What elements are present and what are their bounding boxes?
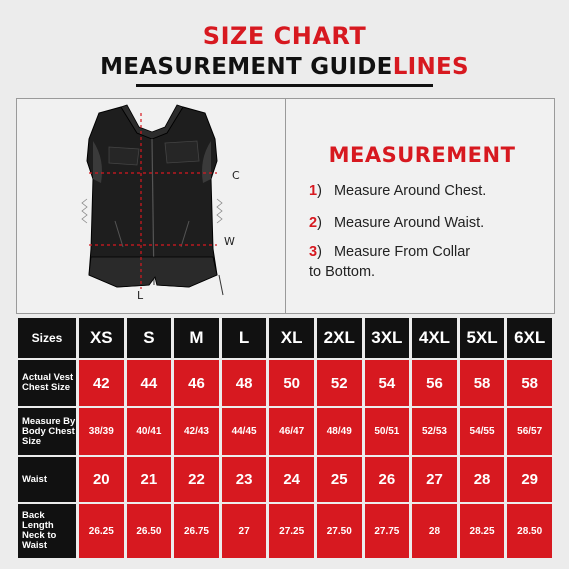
step-3-paren: )	[317, 244, 322, 260]
row-label: Measure By Body Chest Size	[18, 408, 76, 455]
table-cell: 26.25	[79, 504, 124, 558]
size-table	[15, 316, 555, 560]
size-header-cell: XL	[269, 318, 314, 358]
table-cell: 25	[317, 457, 362, 502]
subtitle-black-part: MEASUREMENT GUIDE	[100, 54, 393, 80]
table-cell: 27.50	[317, 504, 362, 558]
table-cell: 44	[127, 360, 172, 406]
table-cell: 26	[365, 457, 410, 502]
step-3	[309, 242, 470, 282]
size-header-cell: 2XL	[317, 318, 362, 358]
table-row-back-length	[18, 504, 552, 558]
table-cell: 22	[174, 457, 219, 502]
table-cell: 56	[412, 360, 457, 406]
vest-diagram-panel	[17, 99, 286, 313]
step-1	[309, 181, 486, 201]
measurement-guidelines-title	[0, 54, 569, 80]
table-cell: 28	[460, 457, 505, 502]
subtitle-red-part: LINES	[392, 54, 469, 80]
table-cell: 50	[269, 360, 314, 406]
row-label: Back Length Neck to Waist	[18, 504, 76, 558]
table-cell: 50/51	[365, 408, 410, 455]
waist-label: W	[224, 235, 235, 248]
table-row-body-chest	[18, 408, 552, 455]
table-cell: 29	[507, 457, 552, 502]
table-cell: 26.75	[174, 504, 219, 558]
table-cell: 40/41	[127, 408, 172, 455]
size-header-row	[18, 318, 552, 358]
table-cell: 28	[412, 504, 457, 558]
size-header-cell: 5XL	[460, 318, 505, 358]
step-3-number: 3	[309, 244, 318, 260]
table-cell: 26.50	[127, 504, 172, 558]
size-chart-title: SIZE CHART	[202, 22, 367, 50]
table-cell: 42	[79, 360, 124, 406]
table-cell: 56/57	[507, 408, 552, 455]
step-1-text: Measure Around Chest.	[333, 183, 487, 199]
table-cell: 46/47	[269, 408, 314, 455]
table-cell: 48/49	[317, 408, 362, 455]
row-label: Waist	[18, 457, 76, 502]
table-row-vest-chest	[18, 360, 552, 406]
table-cell: 42/43	[174, 408, 219, 455]
table-cell: 44/45	[222, 408, 267, 455]
table-cell: 27	[222, 504, 267, 558]
step-1-number: 1	[309, 183, 318, 199]
table-cell: 52/53	[412, 408, 457, 455]
table-cell: 48	[222, 360, 267, 406]
measurement-title: MEASUREMENT	[328, 143, 516, 167]
length-label: L	[137, 289, 144, 302]
size-header-cell: XS	[79, 318, 124, 358]
table-cell: 58	[507, 360, 552, 406]
size-header-cell: 3XL	[365, 318, 410, 358]
step-2-text: Measure Around Waist.	[333, 215, 485, 231]
table-cell: 54/55	[460, 408, 505, 455]
row-label: Actual Vest Chest Size	[18, 360, 76, 406]
chest-label: C	[232, 169, 240, 182]
table-cell: 27.75	[365, 504, 410, 558]
size-header-cell: 6XL	[507, 318, 552, 358]
size-header-cell: M	[174, 318, 219, 358]
size-header-cell: L	[222, 318, 267, 358]
vest-image	[17, 99, 285, 313]
step-2	[309, 213, 484, 233]
step-3-text-line2: to Bottom.	[309, 264, 376, 280]
sizes-header-label: Sizes	[18, 318, 76, 358]
table-cell: 28.25	[460, 504, 505, 558]
table-cell: 58	[460, 360, 505, 406]
table-cell: 27	[412, 457, 457, 502]
table-cell: 23	[222, 457, 267, 502]
table-cell: 27.25	[269, 504, 314, 558]
size-header-cell: 4XL	[412, 318, 457, 358]
table-cell: 28.50	[507, 504, 552, 558]
step-1-paren: )	[317, 183, 322, 199]
step-2-paren: )	[317, 215, 322, 231]
table-cell: 21	[127, 457, 172, 502]
table-cell: 38/39	[79, 408, 124, 455]
table-cell: 52	[317, 360, 362, 406]
table-cell: 20	[79, 457, 124, 502]
size-header-cell: S	[127, 318, 172, 358]
measurement-panel	[16, 98, 555, 314]
step-3-text-line1: Measure From Collar	[333, 244, 471, 260]
table-row-waist	[18, 457, 552, 502]
step-2-number: 2	[309, 215, 318, 231]
table-cell: 24	[269, 457, 314, 502]
table-cell: 46	[174, 360, 219, 406]
title-underline	[136, 84, 433, 87]
table-cell: 54	[365, 360, 410, 406]
